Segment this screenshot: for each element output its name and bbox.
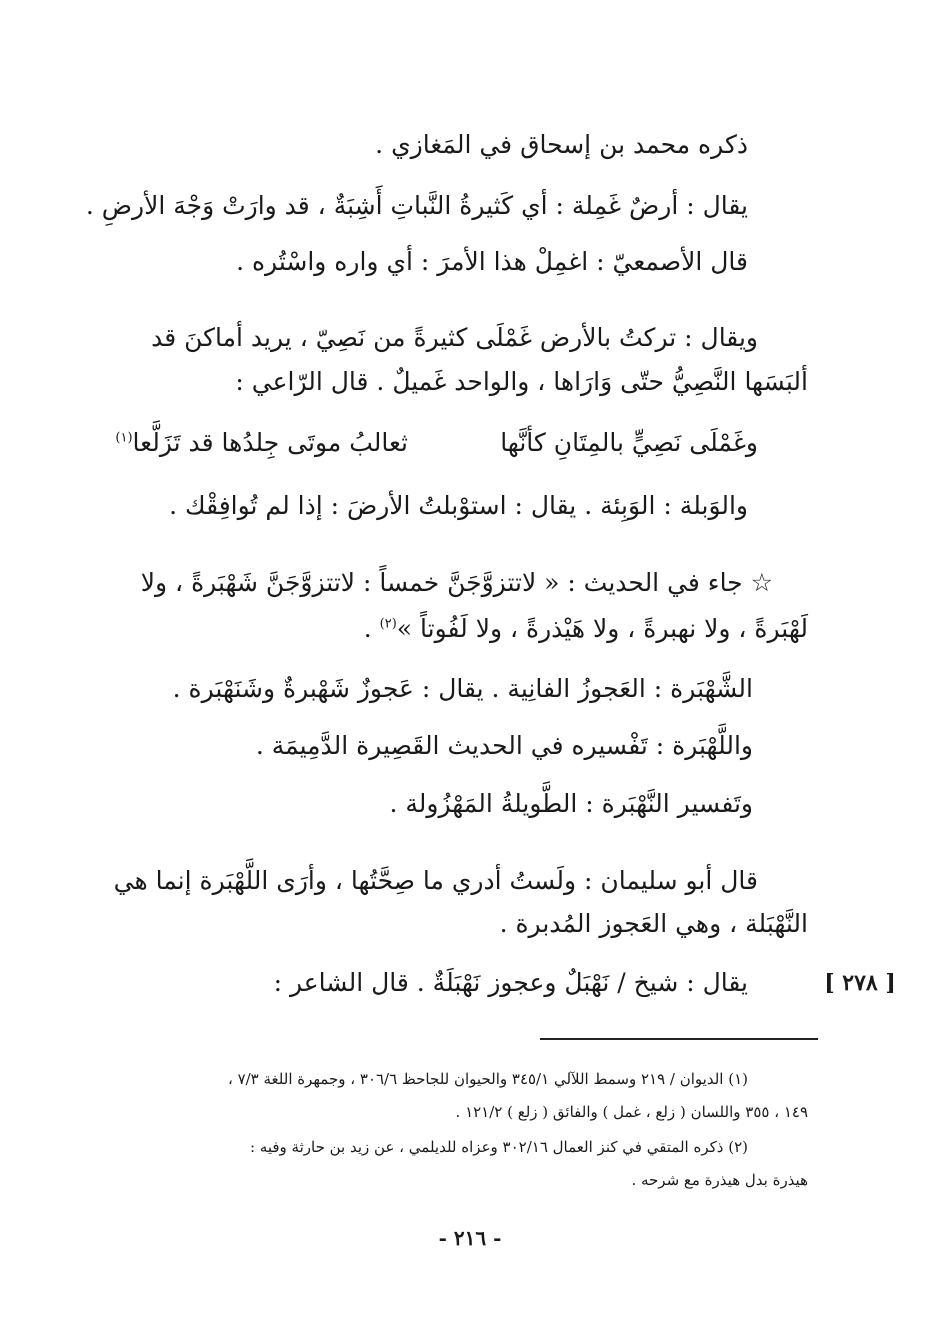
text-line-13: النَّهْبَلة ، وهي العَجوز المُدبرة . bbox=[499, 909, 808, 938]
footnote-2-line-2: هيذرة بدل هيذرة مع شرحه . bbox=[631, 1171, 808, 1189]
text-line-9: الشَّهْبَرة : العَجوزُ الفانِية . يقال : عَجوزٌ شَهْبرةٌ وشَنَهْبَرة . bbox=[172, 674, 753, 703]
footnote-ref-1: (١) bbox=[115, 430, 133, 446]
text-line-1: ذكره محمد بن إسحاق في المَغازي . bbox=[375, 130, 748, 159]
text-line-7: ☆ جاء في الحديث : « لاتتزوَّجَنَّ خمساً : لاتتزوَّجَنَّ شَهْبَرةً ، ولا bbox=[140, 568, 773, 597]
text-line-8-end: . bbox=[363, 614, 380, 643]
verse-second-text: ثعالبُ موتَى جِلدُها قد تَزَلَّعا bbox=[132, 428, 408, 457]
footnote-separator bbox=[540, 1038, 818, 1040]
text-line-14: يقال : شيخ / نَهْبَلٌ وعجوز نَهْبَلَةٌ . قال الشاعر : bbox=[273, 968, 748, 997]
margin-note: [ ٢٧٨ ] bbox=[824, 970, 896, 996]
text-line-12: قال أبو سليمان : ولَستُ أدري ما صِحَّتُها ، وأرَى اللَّهْبَرة إنما هي bbox=[113, 866, 758, 895]
footnote-ref-2: (٢) bbox=[379, 616, 397, 632]
text-line-8 bbox=[364, 616, 808, 641]
text-line-6: والوَبلة : الوَبِئة . يقال : استوْبلتُ الأرضَ : إذا لم تُوافِقْك . bbox=[169, 491, 748, 520]
text-line-10: واللَّهْبَرة : تَفْسيره في الحديث القَصِيرة الدَّمِيمَة . bbox=[255, 731, 753, 760]
text-line-5: ألبَسَها النَّصِيُّ حتّى وَارَاها ، والواحد غَميلٌ . قال الرّاعي : bbox=[235, 367, 808, 396]
text-line-2: يقال : أرضٌ غَمِلة : أي كَثيرةُ النَّباتِ أَشِبَةٌ ، قد وارَتْ وَجْهَ الأرضِ . bbox=[85, 191, 748, 220]
verse-second-hemistich bbox=[115, 430, 408, 455]
text-line-4: ويقال : تركتُ بالأرض غَمْلَى كثيرةً من نَصِيّ ، يريد أماكنَ قد bbox=[151, 323, 758, 352]
text-line-11: وتَفسير النَّهْبَرة : الطَّويلةُ المَهْزُولة . bbox=[389, 789, 753, 818]
footnote-1-line-1: (١) الديوان / ٢١٩ وسمط اللآلي ٣٤٥/١ والحيوان للجاحظ ٣٠٦/٦ ، وجمهرة اللغة ٧/٣ ، bbox=[227, 1070, 748, 1088]
footnote-2-line-1: (٢) ذكره المتقي في كنز العمال ٣٠٢/١٦ وعزاه للديلمي ، عن زيد بن حارثة وفيه : bbox=[249, 1138, 748, 1156]
text-line-3: قال الأصمعيّ : اغمِلْ هذا الأمرَ : أي واره واسْتُره . bbox=[236, 247, 748, 276]
verse-first-hemistich: وغَمْلَى نَصِيٍّ بالمِتَانِ كأنَّها bbox=[500, 428, 758, 457]
footnote-1-line-2: ١٤٩ ، ٣٥٥ واللسان ( زلع ، غمل ) والفائق ( زلع ) ١٢١/٢ . bbox=[455, 1103, 808, 1121]
text-line-8-main: لَهْبَرةً ، ولا نهبرةً ، ولا هَيْذرةً ، ولا لَفُوتاً » bbox=[396, 614, 808, 643]
page-number: - ٢١٦ - bbox=[438, 1226, 502, 1250]
